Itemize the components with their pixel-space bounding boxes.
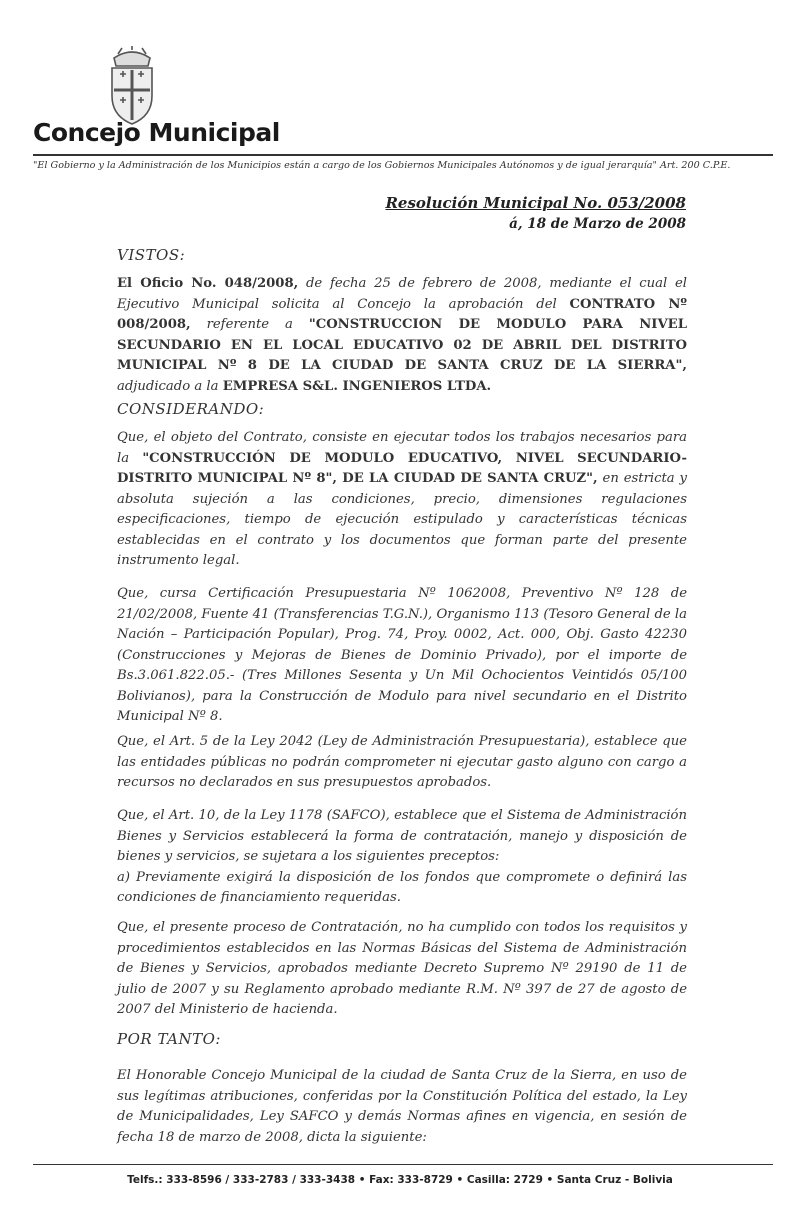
vistos-text-1: de fecha 25 de febrero de 2008, mediante el cual el Ejecutivo Municipal solicita al Concejo la aprobación del (117, 276, 687, 312)
vistos-paragraph (117, 274, 687, 397)
considerando-1-project: "CONSTRUCCIÓN DE MODULO EDUCATIVO, NIVEL SECUNDARIO-DISTRITO MUNICIPAL Nº 8", DE LA CIUDAD DE SANTA CRUZ", (117, 450, 688, 486)
org-title: Concejo Municipal (33, 118, 280, 147)
considerando-4-text: Que, el Art. 10, de la Ley 1178 (SAFCO), establece que el Sistema de Administración Bienes y Servicios establecerá la forma de contratación, manejo y disposición de bienes y servicios, se sujetara a los siguientes preceptos: (117, 808, 687, 864)
resolution-date: á, 18 de Marzo de 2008 (509, 216, 686, 232)
vistos-heading: VISTOS: (117, 246, 186, 264)
footer-divider (33, 1164, 773, 1165)
header-divider (33, 154, 773, 156)
considerando-4-item-a: a) Previamente exigirá la disposición de los fondos que compromete o definirá las condiciones de financiamiento requeridas. (117, 869, 687, 905)
company-name: EMPRESA S&L. INGENIEROS LTDA. (222, 378, 492, 394)
considerando-paragraph-5: Que, el presente proceso de Contratación, no ha cumplido con todos los requisitos y procedimientos establecidos en las Normas Básicas del Sistema de Administración de Bienes y Servicios, aprobados mediante Decreto Supremo Nº 29190 de 11 de julio de 2007 y su Reglamento aprobado mediante R.M. Nº 397 de 27 de agosto de 2007 del Ministerio de hacienda. (117, 920, 687, 1017)
considerando-1-text-c: en estricta y absoluta sujeción a las condiciones, precio, dimensiones regulaciones especificaciones, tiempo de ejecución estipulado y características técnicas establecidas en el contrato y los documentos que forman parte del presente instrumento legal. (117, 471, 687, 568)
project-title: "CONSTRUCCION DE MODULO PARA NIVEL SECUNDARIO EN EL LOCAL EDUCATIVO 02 DE ABRIL DEL DISTRITO MUNICIPAL Nº 8 DE LA CIUDAD DE SANTA CRUZ DE LA SIERRA", (117, 317, 688, 373)
resolution-title: Resolución Municipal No. 053/2008 (385, 194, 686, 212)
considerando-paragraph-3: Que, el Art. 5 de la Ley 2042 (Ley de Administración Presupuestaria), establece que las entidades públicas no podrán comprometer ni ejecutar gasto alguno con cargo a recursos no declarados en sus presupuestos aprobados. (117, 734, 687, 790)
header-quote: "El Gobierno y la Administración de los Municipios están a cargo de los Gobiernos Municipales Autónomos y de igual jerarquía" Art. 200 C.P.E. (33, 160, 731, 171)
por-tanto-paragraph: El Honorable Concejo Municipal de la ciudad de Santa Cruz de la Sierra, en uso de sus legítimas atribuciones, conferidas por la Constitución Política del estado, la Ley de Municipalidades, Ley SAFCO y demás Normas afines en vigencia, en sesión de fecha 18 de marzo de 2008, dicta la siguiente: (117, 1068, 687, 1145)
vistos-text-3: adjudicado a la (117, 378, 223, 394)
por-tanto-heading: POR TANTO: (117, 1030, 221, 1048)
considerando-paragraph-1 (117, 428, 687, 572)
vistos-text-2: referente a (190, 317, 309, 332)
considerando-paragraph-4 (117, 806, 687, 909)
coat-of-arms-icon (104, 46, 160, 126)
oficio-ref: El Oficio No. 048/2008, (117, 276, 299, 291)
contrato-ref: CONTRATO Nº 008/2008, (117, 296, 687, 332)
considerando-heading: CONSIDERANDO: (117, 400, 265, 418)
considerando-paragraph-2: Que, cursa Certificación Presupuestaria Nº 1062008, Preventivo Nº 128 de 21/02/2008, Fuente 41 (Transferencias T.G.N.), Organismo 113 (Tesoro General de la Nación – Participación Popular), Prog. 74, Proy. 0002, Act. 000, Obj. Gasto 42230 (Construcciones y Mejoras de Bienes de Dominio Privado), por el importe de Bs.3.061.822.05.- (Tres Millones Sesenta y Un Mil Ochocientos Veintidós 05/100 Bolivianos), para la Construcción de Modulo para nivel secundario en el Distrito Municipal Nº 8. (117, 586, 687, 724)
considerando-1-text-a: Que, el objeto del Contrato, consiste en ejecutar todos los trabajos necesarios para la (117, 430, 687, 466)
footer-contact: Telfs.: 333-8596 / 333-2783 / 333-3438 • Fax: 333-8729 • Casilla: 2729 • Santa Cruz - Bolivia (127, 1174, 673, 1186)
